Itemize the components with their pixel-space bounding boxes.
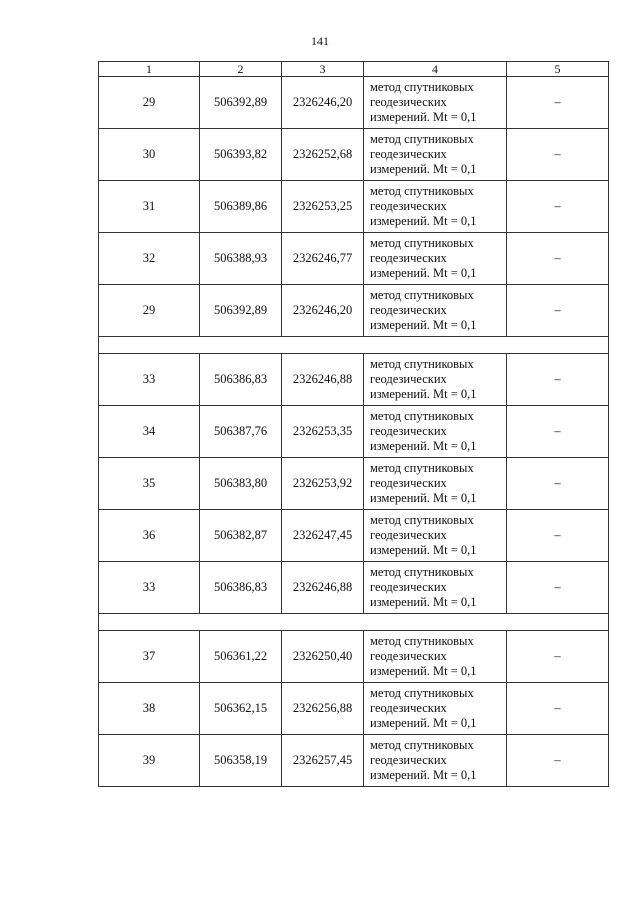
method-cell [364,285,507,337]
point-number-cell: 33 [99,562,200,614]
method-line: метод спутниковых [370,634,474,648]
method-cell [364,735,507,787]
point-number-cell: 34 [99,406,200,458]
method-line: геодезических [370,476,447,490]
table-body [99,77,609,787]
column-header: 4 [364,62,507,77]
method-cell [364,354,507,406]
table-row [99,631,609,683]
method-cell [364,233,507,285]
method-line: измерений. Mt = 0,1 [370,266,477,280]
method-line: измерений. Mt = 0,1 [370,110,477,124]
group-separator-cell [99,337,609,354]
column-header: 3 [282,62,364,77]
point-number-cell: 31 [99,181,200,233]
method-line: метод спутниковых [370,132,474,146]
y-coordinate-cell: 2326246,88 [282,562,364,614]
method-line: метод спутниковых [370,738,474,752]
method-line: геодезических [370,199,447,213]
x-coordinate-cell: 506392,89 [200,77,282,129]
method-line: метод спутниковых [370,409,474,423]
table-row [99,406,609,458]
note-cell: – [507,406,609,458]
method-cell [364,181,507,233]
method-line: измерений. Mt = 0,1 [370,664,477,678]
point-number-cell: 29 [99,77,200,129]
method-cell [364,683,507,735]
table-row [99,285,609,337]
method-line: измерений. Mt = 0,1 [370,162,477,176]
table-row [99,510,609,562]
method-line: метод спутниковых [370,184,474,198]
y-coordinate-cell: 2326250,40 [282,631,364,683]
method-line: геодезических [370,424,447,438]
x-coordinate-cell: 506361,22 [200,631,282,683]
method-line: измерений. Mt = 0,1 [370,387,477,401]
table-row [99,233,609,285]
y-coordinate-cell: 2326256,88 [282,683,364,735]
x-coordinate-cell: 506393,82 [200,129,282,181]
method-line: метод спутниковых [370,513,474,527]
group-separator-row [99,614,609,631]
table-header-row [99,62,609,77]
y-coordinate-cell: 2326257,45 [282,735,364,787]
column-header: 5 [507,62,609,77]
table-row [99,181,609,233]
note-cell: – [507,562,609,614]
y-coordinate-cell: 2326253,92 [282,458,364,510]
method-line: геодезических [370,251,447,265]
method-line: метод спутниковых [370,236,474,250]
method-line: измерений. Mt = 0,1 [370,439,477,453]
y-coordinate-cell: 2326246,20 [282,77,364,129]
note-cell: – [507,77,609,129]
method-line: измерений. Mt = 0,1 [370,543,477,557]
x-coordinate-cell: 506362,15 [200,683,282,735]
x-coordinate-cell: 506383,80 [200,458,282,510]
method-line: метод спутниковых [370,288,474,302]
note-cell: – [507,129,609,181]
method-line: геодезических [370,95,447,109]
table-row [99,129,609,181]
note-cell: – [507,683,609,735]
table-row [99,562,609,614]
method-line: метод спутниковых [370,565,474,579]
method-line: измерений. Mt = 0,1 [370,716,477,730]
coordinates-table [98,61,609,787]
table-row [99,77,609,129]
point-number-cell: 35 [99,458,200,510]
note-cell: – [507,510,609,562]
method-line: измерений. Mt = 0,1 [370,595,477,609]
method-cell [364,406,507,458]
method-line: геодезических [370,147,447,161]
method-cell [364,631,507,683]
method-cell [364,458,507,510]
method-line: геодезических [370,753,447,767]
method-line: геодезических [370,580,447,594]
method-line: геодезических [370,372,447,386]
note-cell: – [507,458,609,510]
point-number-cell: 32 [99,233,200,285]
table-row [99,683,609,735]
y-coordinate-cell: 2326253,25 [282,181,364,233]
x-coordinate-cell: 506382,87 [200,510,282,562]
method-cell [364,77,507,129]
point-number-cell: 29 [99,285,200,337]
method-line: измерений. Mt = 0,1 [370,768,477,782]
note-cell: – [507,181,609,233]
y-coordinate-cell: 2326247,45 [282,510,364,562]
method-line: геодезических [370,528,447,542]
method-line: метод спутниковых [370,686,474,700]
note-cell: – [507,354,609,406]
x-coordinate-cell: 506386,83 [200,354,282,406]
y-coordinate-cell: 2326253,35 [282,406,364,458]
point-number-cell: 37 [99,631,200,683]
table-row [99,735,609,787]
method-line: геодезических [370,649,447,663]
y-coordinate-cell: 2326246,20 [282,285,364,337]
x-coordinate-cell: 506389,86 [200,181,282,233]
method-cell [364,510,507,562]
y-coordinate-cell: 2326246,77 [282,233,364,285]
page-number: 141 [311,34,329,48]
note-cell: – [507,631,609,683]
column-header: 2 [200,62,282,77]
note-cell: – [507,285,609,337]
point-number-cell: 33 [99,354,200,406]
x-coordinate-cell: 506388,93 [200,233,282,285]
point-number-cell: 39 [99,735,200,787]
point-number-cell: 36 [99,510,200,562]
point-number-cell: 30 [99,129,200,181]
method-line: геодезических [370,303,447,317]
table-row [99,354,609,406]
note-cell: – [507,233,609,285]
x-coordinate-cell: 506387,76 [200,406,282,458]
point-number-cell: 38 [99,683,200,735]
y-coordinate-cell: 2326246,88 [282,354,364,406]
x-coordinate-cell: 506386,83 [200,562,282,614]
method-line: геодезических [370,701,447,715]
note-cell: – [507,735,609,787]
method-line: метод спутниковых [370,357,474,371]
method-line: метод спутниковых [370,80,474,94]
x-coordinate-cell: 506392,89 [200,285,282,337]
column-header: 1 [99,62,200,77]
method-cell [364,562,507,614]
y-coordinate-cell: 2326252,68 [282,129,364,181]
method-line: метод спутниковых [370,461,474,475]
method-line: измерений. Mt = 0,1 [370,318,477,332]
method-line: измерений. Mt = 0,1 [370,214,477,228]
x-coordinate-cell: 506358,19 [200,735,282,787]
method-cell [364,129,507,181]
group-separator-cell [99,614,609,631]
method-line: измерений. Mt = 0,1 [370,491,477,505]
group-separator-row [99,337,609,354]
table-row [99,458,609,510]
